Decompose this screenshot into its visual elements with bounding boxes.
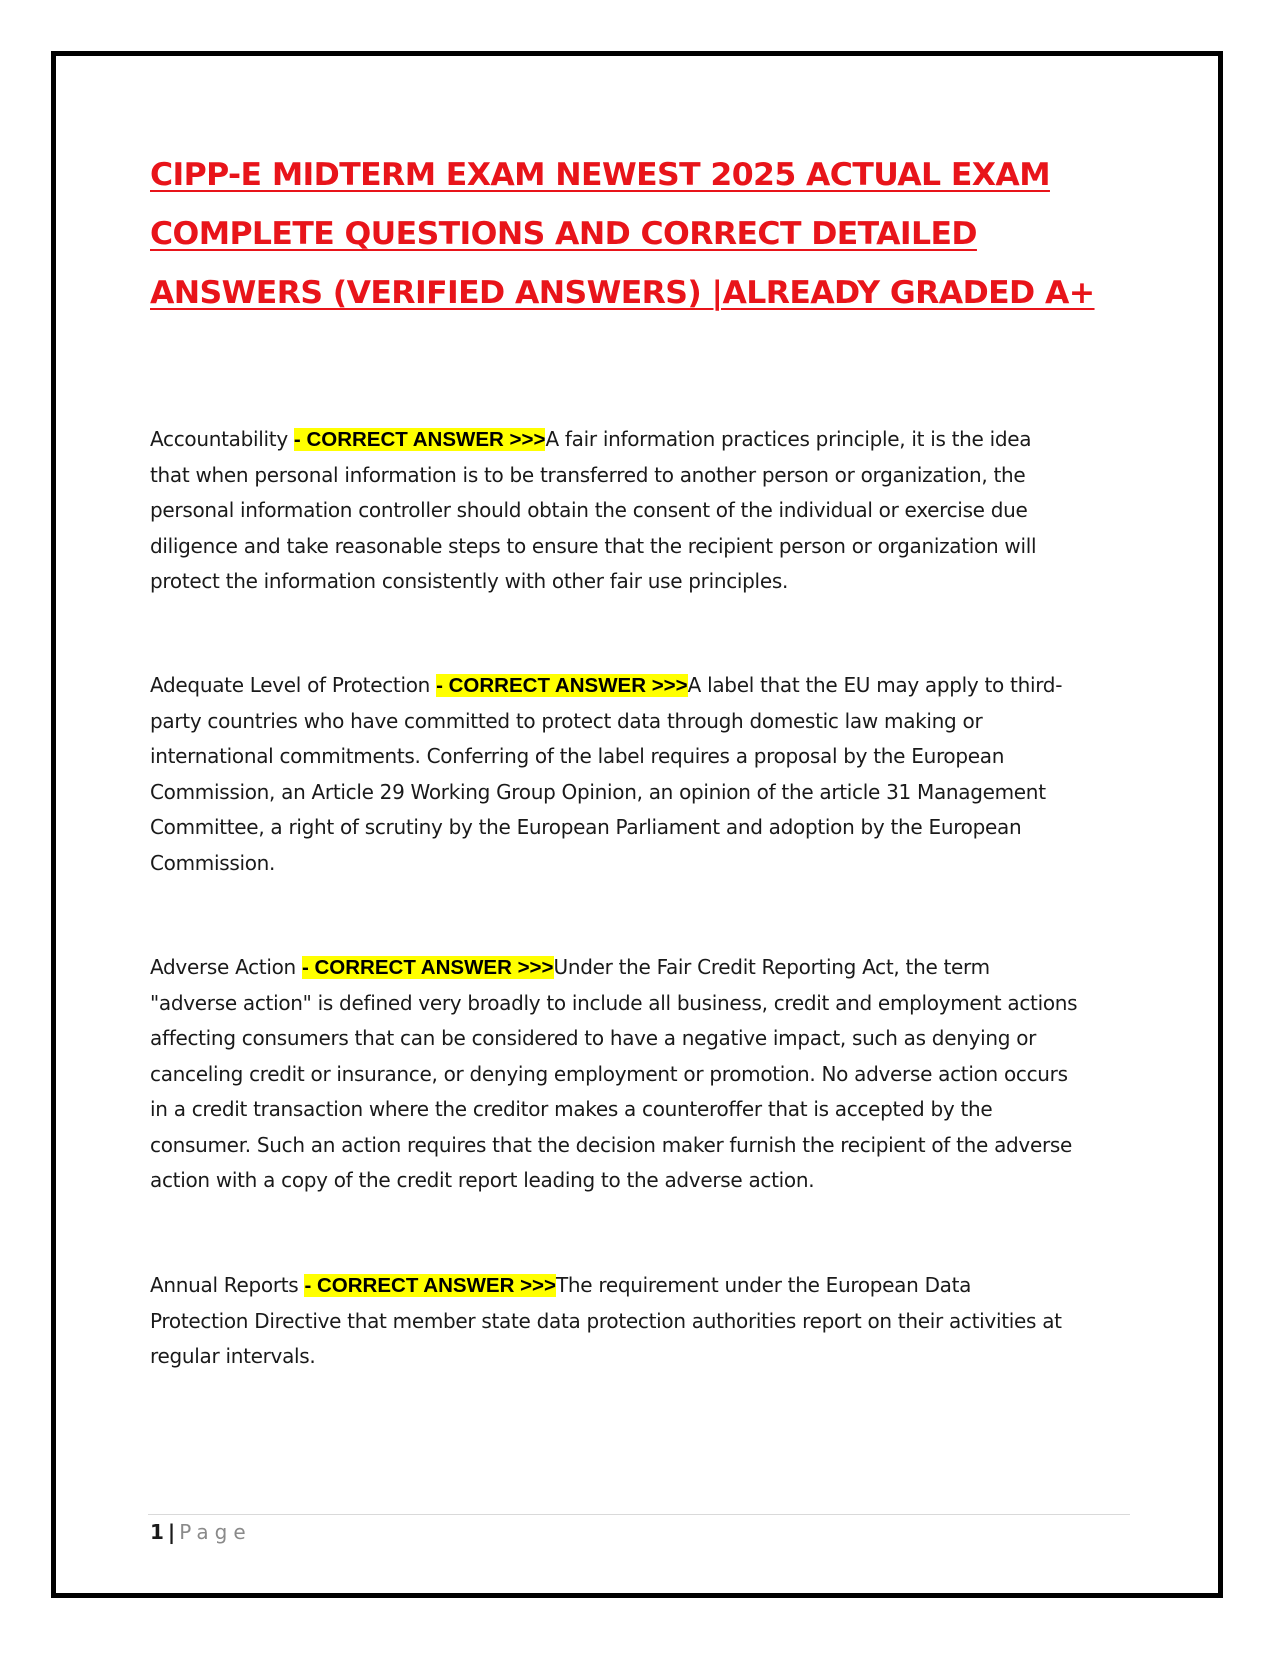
entry-first-line bbox=[150, 1268, 1150, 1304]
entry-term: Adequate Level of Protection bbox=[150, 673, 437, 697]
answer-line: Committee, a right of scrutiny by the European Parliament and adoption by the European bbox=[150, 815, 1022, 839]
qa-entry-annual-reports bbox=[150, 1268, 1150, 1375]
answer-line: party countries who have committed to protect data through domestic law making or bbox=[150, 708, 983, 733]
answer-line: Commission. bbox=[150, 850, 276, 875]
answer-line: that when personal information is to be transferred to another person or organization, the bbox=[150, 462, 1026, 487]
title-line: ANSWERS (VERIFIED ANSWERS) |ALREADY GRADED A+ bbox=[150, 275, 1095, 311]
answer-line: international commitments. Conferring of the label requires a proposal by the European bbox=[150, 744, 1005, 768]
title-line: COMPLETE QUESTIONS AND CORRECT DETAILED bbox=[150, 216, 977, 252]
page-separator: | bbox=[167, 1520, 176, 1544]
answer-line: Protection Directive that member state data protection authorities report on their activities at bbox=[150, 1308, 1062, 1333]
answer-line: diligence and take reasonable steps to ensure that the recipient person or organization will bbox=[150, 533, 1037, 558]
answer-line: "adverse action" is defined very broadly to include all business, credit and employment actions bbox=[150, 990, 1078, 1015]
correct-answer-marker: - CORRECT ANSWER >>> bbox=[293, 428, 546, 451]
answer-line: protect the information consistently with other fair use principles. bbox=[150, 569, 788, 593]
answer-line: canceling credit or insurance, or denying employment or promotion. No adverse action occurs bbox=[150, 1061, 1068, 1086]
entry-term: Annual Reports bbox=[150, 1273, 305, 1297]
entry-term: Accountability bbox=[150, 427, 294, 451]
answer-line: action with a copy of the credit report leading to the adverse action. bbox=[150, 1168, 815, 1192]
entry-term: Adverse Action bbox=[150, 955, 302, 979]
page-number: 1 bbox=[150, 1520, 164, 1544]
answer-line: personal information controller should obtain the consent of the individual or exercise due bbox=[150, 498, 1028, 522]
document-title bbox=[150, 146, 1150, 323]
answer-text: A label that the EU may apply to third- bbox=[687, 673, 1063, 697]
answer-line: consumer. Such an action requires that the decision maker furnish the recipient of the adverse bbox=[150, 1132, 1073, 1157]
qa-entry-accountability bbox=[150, 422, 1150, 600]
answer-line: in a credit transaction where the creditor makes a counteroffer that is accepted by the bbox=[150, 1097, 993, 1121]
answer-text: The requirement under the European Data bbox=[556, 1273, 972, 1297]
qa-entry-adequate-level-of-protection bbox=[150, 668, 1150, 881]
page-footer bbox=[150, 1517, 252, 1547]
qa-entry-adverse-action bbox=[150, 950, 1150, 1199]
correct-answer-marker: - CORRECT ANSWER >>> bbox=[301, 956, 554, 979]
correct-answer-marker: - CORRECT ANSWER >>> bbox=[436, 674, 688, 697]
entry-first-line bbox=[150, 668, 1150, 704]
answer-text: A fair information practices principle, it is the idea bbox=[545, 427, 1032, 451]
footer-divider bbox=[148, 1514, 1130, 1515]
entry-first-line bbox=[150, 950, 1150, 986]
answer-line: regular intervals. bbox=[150, 1344, 316, 1368]
correct-answer-marker: - CORRECT ANSWER >>> bbox=[304, 1274, 557, 1297]
page-label: Page bbox=[179, 1520, 252, 1544]
answer-line: Commission, an Article 29 Working Group Opinion, an opinion of the article 31 Management bbox=[150, 779, 1046, 804]
title-line: CIPP-E MIDTERM EXAM NEWEST 2025 ACTUAL EXAM bbox=[150, 157, 1050, 193]
entry-first-line bbox=[150, 422, 1150, 458]
answer-text: Under the Fair Credit Reporting Act, the term bbox=[553, 955, 990, 979]
answer-line: affecting consumers that can be considered to have a negative impact, such as denying or bbox=[150, 1026, 1037, 1050]
